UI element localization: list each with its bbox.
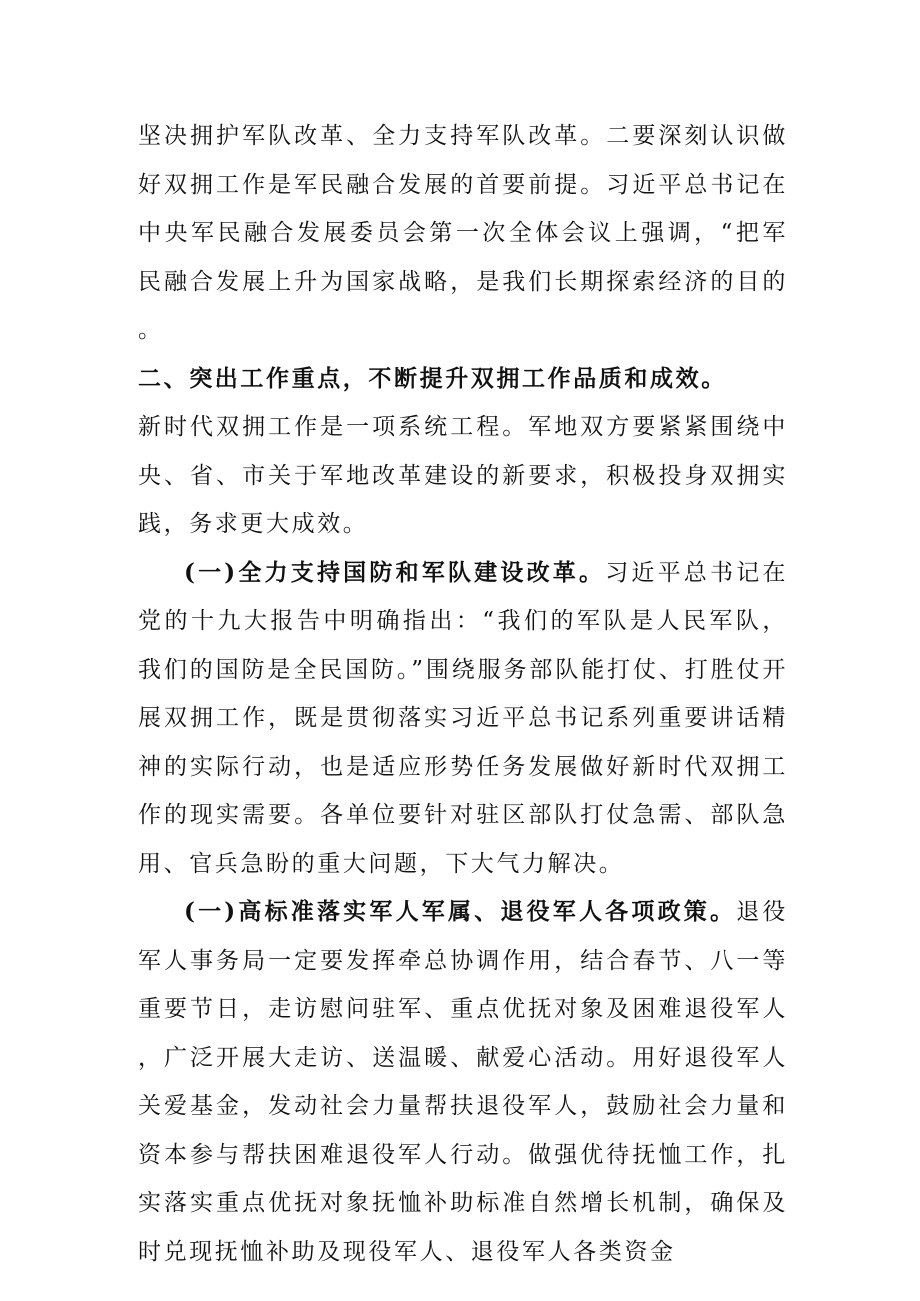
subsection-lead-2: (一)高标准落实军人军属、退役军人各项政策。	[184, 898, 737, 925]
section-heading: 二、突出工作重点，不断提升双拥工作品质和成效。	[138, 364, 727, 392]
body-paragraph-3	[138, 549, 788, 889]
subsection-body-1: 习近平总书记在党的十九大报告中明确指出：“我们的军队是人民军队，我们的国防是全民国防。”围绕服务部队能打仗、打胜仗开展双拥工作，既是贯彻落实习近平总书记系列重要讲话精神的实际行动，也是适应形势任务发展做好新时代双拥工作的现实需要。各单位要针对驻区部队打仗急需、部队急用、官兵急盼的重大问题，下大气力解决。	[138, 559, 788, 877]
document-page	[138, 112, 788, 1276]
subsection-body-2: 退役军人事务局一定要发挥牵总协调作用，结合春节、八一等重要节日，走访慰问驻军、重点优抚对象及困难退役军人，广泛开展大走访、送温暖、献爱心活动。用好退役军人关爱基金，发动社会力量帮扶退役军人，鼓励社会力量和资本参与帮扶困难退役军人行动。做强优待抚恤工作，扎实落实重点优抚对象抚恤补助标准自然增长机制，确保及时兑现抚恤补助及现役军人、退役军人各类资金	[138, 899, 789, 1265]
subsection-lead-1: (一)全力支持国防和军队建设改革。	[184, 558, 606, 586]
body-paragraph-4	[138, 888, 788, 1276]
body-paragraph-2: 新时代双拥工作是一项系统工程。军地双方要紧紧围绕中央、省、市关于军地改革建设的新要求，积极投身双拥实践，务求更大成效。	[138, 414, 788, 537]
body-paragraph-1: 坚决拥护军队改革、全力支持军队改革。二要深刻认识做好双拥工作是军民融合发展的首要前提。习近平总书记在中央军民融合发展委员会第一次全体会议上强调，“把军民融合发展上升为国家战略，是我们长期探索经济的目的。	[138, 123, 788, 343]
